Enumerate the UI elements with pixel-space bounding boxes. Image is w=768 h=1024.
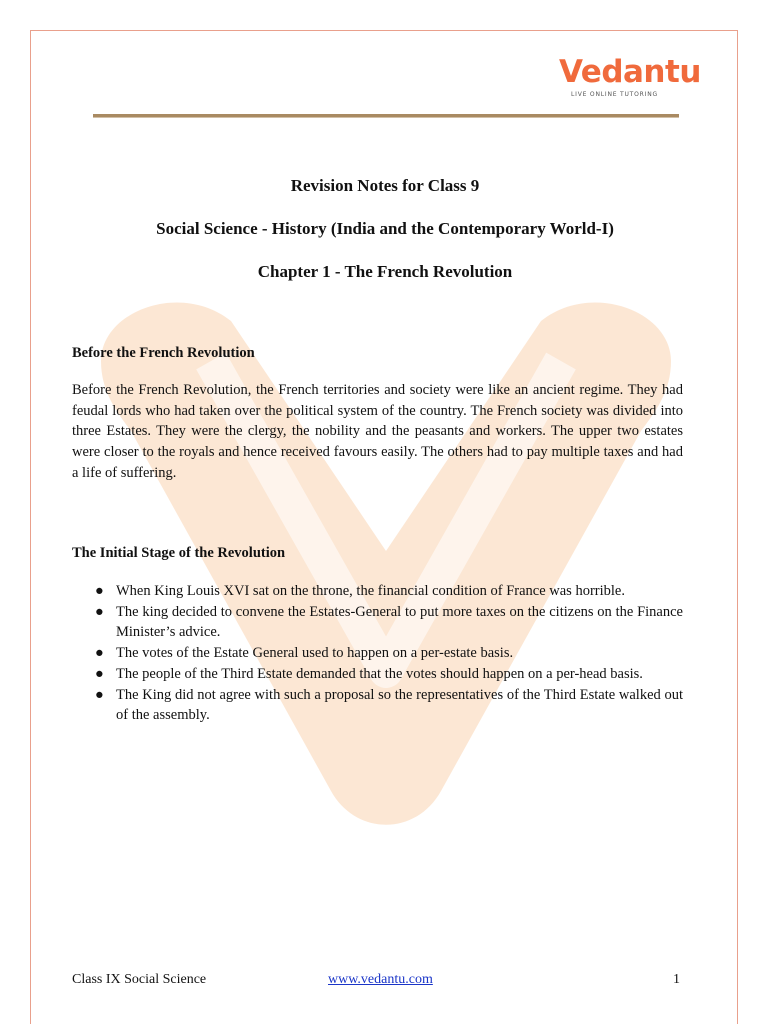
list-item-text: The King did not agree with such a proposal so the representatives of the Third Estate walked out of the assembly. (116, 686, 683, 724)
bullet-icon: ● (95, 583, 104, 599)
page-number: 1 (673, 972, 680, 987)
doc-subject: Social Science - History (India and the Contemporary World-I) (156, 219, 614, 238)
bullet-icon: ● (95, 603, 104, 620)
section-heading-before-revolution: Before the French Revolution (72, 345, 255, 361)
bullet-icon: ● (95, 665, 104, 682)
doc-title: Revision Notes for Class 9 (290, 176, 480, 195)
logo-wordmark: Vedantu (559, 54, 701, 90)
vedantu-logo (559, 53, 709, 101)
list-item-text: The king decided to convene the Estates-General to put more taxes on the citizens on the Finance Minister’s advice. (116, 603, 683, 641)
list-item-text: The votes of the Estate General used to happen on a per-estate basis. (116, 645, 514, 662)
logo-tagline: LIVE ONLINE TUTORING (571, 91, 658, 98)
document-page (30, 30, 738, 1024)
header-rule (93, 114, 679, 118)
section-paragraph-before-revolution: Before the French Revolution, the French territories and society were like an ancient regime. They had feudal lords who had taken over the political system of the country. The French society was divided into three Estates. They were the clergy, the nobility and the peasants and workers. The upper two estates were closer to the royals and hence received favours easily. The others had to pay multiple taxes and had a life of suffering. (72, 382, 683, 481)
footer-course-label: Class IX Social Science (72, 972, 207, 987)
footer-website-link[interactable]: www.vedantu.com (328, 972, 433, 987)
list-item (72, 685, 683, 726)
list-item (72, 643, 683, 664)
list-item (72, 664, 683, 685)
list-item (72, 581, 683, 602)
initial-stage-bullet-list (72, 581, 683, 726)
section-heading-initial-stage: The Initial Stage of the Revolution (72, 545, 286, 561)
bullet-icon: ● (95, 645, 104, 662)
bullet-icon: ● (95, 686, 104, 703)
doc-chapter: Chapter 1 - The French Revolution (257, 262, 513, 281)
list-item-text: The people of the Third Estate demanded that the votes should happen on a per-head basis. (116, 665, 643, 682)
list-item-text: When King Louis XVI sat on the throne, the financial condition of France was horrible. (116, 583, 625, 599)
list-item (72, 602, 683, 643)
